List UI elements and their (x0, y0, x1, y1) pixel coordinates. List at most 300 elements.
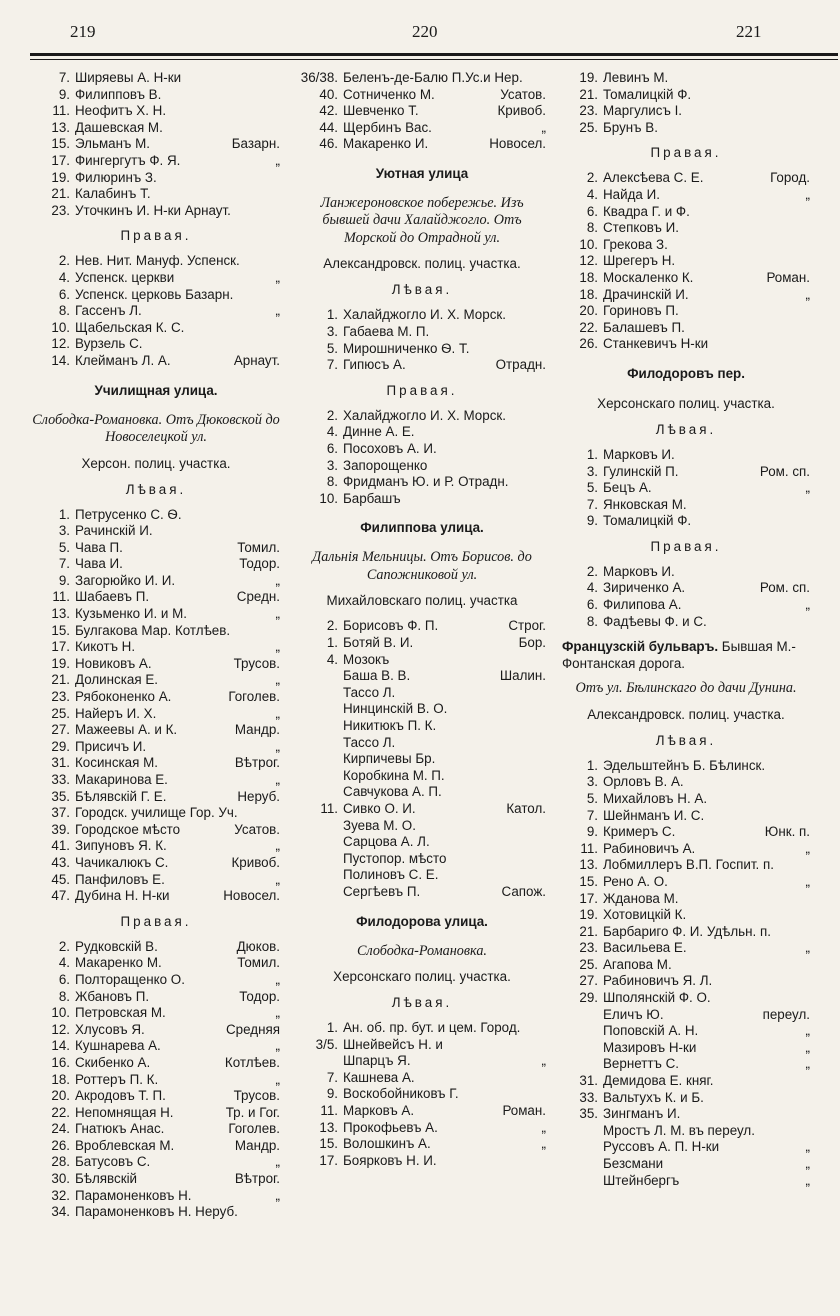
house-number: 21. (579, 86, 598, 102)
cross-street: „ (805, 873, 810, 889)
cross-street: „ (275, 1154, 280, 1170)
directory-entry (562, 973, 810, 990)
resident-name: Чачикалюкъ С. (75, 854, 169, 870)
directory-entry (32, 805, 280, 822)
directory-entry (298, 1103, 546, 1120)
cross-street: Строг. (508, 618, 546, 634)
resident-name: Парамоненковъ Н. (75, 1187, 192, 1203)
directory-entry (562, 480, 810, 497)
column-middle (298, 70, 546, 1169)
resident-name: Грекова З. (603, 236, 668, 252)
house-number: 10. (51, 319, 70, 335)
resident-name: Найеръ И. Х. (75, 705, 157, 721)
house-number: 17. (579, 890, 598, 906)
resident-name: Рябоконенко А. (75, 689, 172, 705)
directory-entry (32, 87, 280, 104)
directory-entry (298, 768, 546, 785)
house-number: 26. (51, 1137, 70, 1153)
house-number: 22. (51, 1104, 70, 1120)
cross-street: Тодор. (239, 988, 280, 1004)
directory-entry (562, 808, 810, 825)
resident-name: Никитюкъ П. К. (343, 717, 437, 733)
side-heading: Лѣвая. (125, 481, 187, 497)
resident-name: Бецъ А. (603, 480, 652, 496)
directory-entry (562, 1156, 810, 1173)
house-number: 17. (319, 1152, 338, 1168)
resident-name: Новиковъ А. (75, 655, 152, 671)
spacer (298, 960, 546, 968)
house-number: 30. (51, 1171, 70, 1187)
house-number: 2. (326, 618, 338, 634)
directory-entry (562, 580, 810, 597)
resident-name: Вроблевская М. (75, 1137, 175, 1153)
side-heading: Лѣвая. (391, 282, 453, 298)
cross-street: Катол. (506, 800, 546, 816)
resident-name: Борисовъ Ф. П. (343, 618, 439, 634)
directory-entry (32, 855, 280, 872)
spacer (298, 901, 546, 909)
directory-entry (298, 1153, 546, 1170)
house-number: 46. (319, 136, 338, 152)
resident-name: Бѣлявскій Г. Е. (75, 788, 167, 804)
resident-name: Панфиловъ Е. (75, 871, 165, 887)
house-number: 21. (579, 923, 598, 939)
spacer (298, 610, 546, 618)
resident-name: Шнейвейсъ Н. и (343, 1036, 443, 1052)
house-number: 25. (579, 956, 598, 972)
resident-name: Филипова А. (603, 597, 682, 613)
resident-name: Мажеевы А. и К. (75, 722, 178, 738)
resident-name: Петровская М. (75, 1005, 166, 1021)
house-number: 32. (51, 1187, 70, 1203)
directory-entry (32, 103, 280, 120)
directory-entry (32, 1038, 280, 1055)
cross-street: Юнк. п. (764, 824, 810, 840)
directory-entry (32, 939, 280, 956)
directory-entry (32, 303, 280, 320)
resident-name: Эльманъ М. (75, 136, 150, 152)
spacer (562, 750, 810, 758)
directory-entry (298, 1136, 546, 1153)
spacer (298, 507, 546, 515)
resident-name: Руссовъ А. П. Н-ки (603, 1139, 720, 1155)
resident-name: Маргулисъ І. (603, 103, 683, 119)
house-number: 9. (58, 572, 70, 588)
directory-entry (562, 758, 810, 775)
cross-street: Бор. (518, 635, 546, 650)
house-number: 39. (51, 821, 70, 837)
resident-name: Поповскій А. Н. (603, 1023, 699, 1039)
house-number: 21. (51, 186, 70, 202)
directory-entry (298, 357, 546, 374)
directory-entry (562, 1040, 810, 1057)
house-number: 23. (579, 103, 598, 119)
directory-entry (298, 801, 546, 818)
cross-street: „ (275, 772, 280, 787)
cross-street: Кривоб. (231, 854, 280, 870)
side-heading: Лѣвая. (655, 421, 717, 437)
spacer (298, 986, 546, 994)
resident-name: Сергѣевъ П. (343, 883, 421, 899)
page-number-center: 220 (412, 22, 438, 41)
resident-name: Батусовъ С. (75, 1154, 151, 1170)
precinct-label: Александровск. полиц. участка. (323, 256, 521, 272)
directory-entry (562, 1007, 810, 1024)
directory-entry (298, 735, 546, 752)
resident-name: Загорюйко И. И. (75, 572, 176, 588)
directory-entry (32, 270, 280, 287)
resident-name: Городское мѣсто (75, 821, 181, 837)
cross-street: „ (541, 1119, 546, 1135)
resident-name: Скибенко А. (75, 1054, 151, 1070)
directory-entry (32, 1171, 280, 1188)
house-number: 14. (51, 352, 70, 368)
side-heading: Лѣвая. (655, 732, 717, 748)
house-number: 10. (319, 490, 338, 506)
directory-entry (562, 857, 810, 874)
resident-name: Сотниченко М. (343, 86, 435, 102)
directory-entry (32, 822, 280, 839)
resident-name: Макаренко И. (343, 136, 429, 152)
cross-street: Средн. (236, 589, 280, 605)
house-number: 1. (586, 757, 598, 773)
cross-street: переул. (762, 1006, 810, 1022)
street-note: Бывшая М.-Фонтанская дорога. (562, 639, 796, 672)
directory-entry (32, 872, 280, 889)
directory-entry (298, 491, 546, 508)
resident-name: Зириченко А. (603, 580, 686, 596)
directory-entry (298, 424, 546, 441)
resident-name: Штейнбергъ (603, 1172, 680, 1188)
directory-entry (562, 303, 810, 320)
resident-name: Тассо Л. (343, 684, 396, 700)
directory-entry (298, 751, 546, 768)
spacer (562, 162, 810, 170)
house-number: 5. (586, 790, 598, 806)
house-number: 29. (51, 738, 70, 754)
house-number: 17. (51, 152, 70, 168)
resident-name: Бѣлявскій (75, 1171, 138, 1187)
spacer (562, 724, 810, 732)
house-number: 19. (579, 70, 598, 85)
directory-entry (32, 1105, 280, 1122)
directory-entry (562, 120, 810, 137)
resident-name: Гнатюкъ Анас. (75, 1121, 165, 1137)
resident-name: Янковская М. (603, 496, 687, 512)
house-number: 10. (51, 1005, 70, 1021)
resident-name: Томалицкій Ф. (603, 86, 692, 102)
resident-name: Зуева М. О. (343, 817, 416, 833)
directory-entry (32, 287, 280, 304)
resident-name: Шевченко Т. (343, 103, 419, 119)
cross-street: Усатов. (500, 86, 546, 102)
house-number: 17. (51, 639, 70, 655)
spacer (32, 905, 280, 913)
directory-entry (298, 834, 546, 851)
house-number: 40. (319, 86, 338, 102)
house-number: 15. (51, 622, 70, 638)
resident-name: Калабинъ Т. (75, 186, 151, 202)
cross-street: Базарн. (231, 136, 280, 152)
house-number: 15. (51, 136, 70, 152)
directory-entry (562, 791, 810, 808)
directory-entry (298, 458, 546, 475)
house-number: 25. (51, 705, 70, 721)
house-number: 26. (579, 336, 598, 352)
resident-name: Шполянскій Ф. О. (603, 990, 711, 1006)
resident-name: Марковъ А. (343, 1102, 415, 1118)
resident-name: Филюринъ З. (75, 169, 157, 185)
cross-street: „ (275, 871, 280, 887)
cross-street: „ (805, 597, 810, 613)
street-heading (562, 638, 810, 672)
directory-entry (32, 672, 280, 689)
cross-street: „ (541, 1053, 546, 1069)
directory-entry (32, 1204, 280, 1221)
house-number: 3. (586, 774, 598, 790)
cross-street: Ром. сп. (759, 463, 810, 479)
side-heading: Лѣвая. (391, 995, 453, 1010)
house-number: 23. (51, 689, 70, 705)
precinct-label: Херсонскаго полиц. участка. (597, 395, 775, 411)
side-heading: Правая. (650, 538, 722, 554)
directory-entry (32, 772, 280, 789)
directory-entry (562, 187, 810, 204)
resident-name: Чава И. (75, 556, 123, 572)
spacer (298, 935, 546, 943)
directory-entry (32, 755, 280, 772)
cross-street: „ (805, 186, 810, 202)
directory-entry (298, 867, 546, 884)
resident-name: Хлусовъ Я. (75, 1021, 145, 1037)
cross-street: Кривоб. (497, 103, 546, 119)
house-number: 12. (51, 1021, 70, 1037)
resident-name: Воскобойниковъ Г. (343, 1086, 459, 1102)
cross-street: Гоголев. (228, 1121, 280, 1137)
resident-name: Марковъ И. (603, 446, 675, 462)
house-number: 11. (52, 103, 70, 119)
house-number: 16. (51, 1054, 70, 1070)
directory-entry (562, 824, 810, 841)
directory-entry (32, 888, 280, 905)
house-number: 18. (579, 269, 598, 285)
side-heading: Правая. (650, 145, 722, 161)
house-number: 1. (58, 506, 70, 522)
street-name: Французскій бульваръ. (562, 639, 719, 655)
directory-entry (562, 990, 810, 1007)
resident-name: Уточкинъ И. Н-ки Арнаут. (75, 202, 231, 218)
resident-name: Успенск. церковь Базарн. (75, 286, 234, 302)
directory-entry (32, 1022, 280, 1039)
cross-street: Тодор. (239, 556, 280, 572)
directory-entry (562, 447, 810, 464)
spacer (298, 247, 546, 255)
cross-street: „ (805, 286, 810, 302)
house-number: 8. (58, 988, 70, 1004)
resident-name: Коробкина М. П. (343, 767, 445, 783)
house-number: 2. (586, 563, 598, 579)
house-number: 2. (586, 170, 598, 186)
house-number: 12. (51, 336, 70, 352)
directory-entry (562, 170, 810, 187)
house-number: 6. (326, 441, 338, 457)
house-number: 35. (51, 788, 70, 804)
resident-name: Полиновъ С. Е. (343, 867, 439, 883)
house-number: 2. (58, 253, 70, 269)
resident-name: Ширяевы А. Н-ки (75, 70, 182, 85)
house-number: 7. (58, 556, 70, 572)
directory-entry (562, 287, 810, 304)
resident-name: Щабельская К. С. (75, 319, 185, 335)
house-number: 25. (579, 119, 598, 135)
resident-name: Вурзель С. (75, 336, 143, 352)
cross-street: Ром. сп. (759, 580, 810, 596)
resident-name: Пустопор. мѣсто (343, 850, 447, 866)
directory-entry (562, 940, 810, 957)
cross-street: Томил. (237, 955, 280, 971)
resident-name: Беленъ-де-Балю П.Ус.и Нер. (343, 70, 523, 85)
directory-entry (32, 573, 280, 590)
street-heading: Филодоровъ пер. (627, 365, 745, 381)
directory-entry (562, 253, 810, 270)
resident-name: Парамоненковъ Н. Неруб. (75, 1204, 238, 1220)
spacer (298, 541, 546, 549)
directory-entry (298, 1086, 546, 1103)
house-number: 6. (58, 286, 70, 302)
spacer (298, 374, 546, 382)
resident-name: Неофитъ Х. Н. (75, 103, 167, 119)
cross-street: Сапож. (501, 883, 546, 899)
directory-entry (32, 120, 280, 137)
resident-name: Демидова Е. княг. (603, 1073, 714, 1089)
directory-entry (32, 203, 280, 220)
resident-name: Городск. училище Гор. Уч. (75, 805, 238, 821)
spacer (298, 153, 546, 161)
resident-name: Брунъ В. (603, 119, 658, 135)
cross-street: „ (805, 1139, 810, 1155)
cross-street: „ (805, 1156, 810, 1171)
house-number: 7. (586, 496, 598, 512)
resident-name: Долинская Е. (75, 672, 158, 688)
directory-entry (298, 618, 546, 635)
house-number: 47. (51, 888, 70, 904)
cross-street: „ (805, 940, 810, 956)
directory-entry (562, 841, 810, 858)
cross-street: „ (275, 572, 280, 588)
house-number: 3. (586, 463, 598, 479)
house-number: 9. (586, 513, 598, 529)
resident-name: Сивко О. И. (343, 800, 416, 816)
cross-street: Арнаут. (233, 352, 280, 368)
house-number: 3. (326, 324, 338, 340)
house-number: 7. (58, 70, 70, 85)
directory-entry (562, 1090, 810, 1107)
house-number: 19. (51, 655, 70, 671)
resident-name: Мирошниченко Ѳ. Т. (343, 340, 470, 356)
directory-entry (32, 706, 280, 723)
resident-name: Булгакова Мар. Котлѣев. (75, 622, 231, 638)
directory-entry (32, 623, 280, 640)
directory-entry (562, 614, 810, 631)
page-number-left: 219 (70, 22, 96, 41)
resident-name: Успенск. церкви (75, 269, 175, 285)
directory-entry (562, 957, 810, 974)
resident-name: Барбариго Ф. И. Удѣльн. п. (603, 923, 771, 939)
cross-street: „ (805, 1023, 810, 1039)
resident-name: Кушнарева А. (75, 1038, 161, 1054)
house-number: 23. (51, 202, 70, 218)
resident-name: Гулинскій П. (603, 463, 679, 479)
house-number: 8. (586, 220, 598, 236)
resident-name: Лобмиллеръ В.П. Госпит. п. (603, 857, 774, 873)
house-number: 4. (586, 186, 598, 202)
directory-entry (562, 1173, 810, 1190)
directory-entry (298, 652, 546, 669)
directory-entry (32, 739, 280, 756)
spacer (32, 447, 280, 455)
house-number: 21. (51, 672, 70, 688)
spacer (562, 530, 810, 538)
spacer (32, 219, 280, 227)
spacer (562, 439, 810, 447)
directory-entry (298, 635, 546, 652)
house-number: 24. (51, 1121, 70, 1137)
resident-name: Гассенъ Л. (75, 303, 142, 319)
house-number: 11. (320, 800, 338, 816)
house-number: 9. (586, 824, 598, 840)
resident-name: Петрусенко С. Ѳ. (75, 506, 182, 522)
resident-name: Вальтухъ К. и Б. (603, 1089, 704, 1105)
house-number: 7. (586, 807, 598, 823)
house-number: 2. (58, 938, 70, 954)
street-heading: Филодорова улица. (356, 913, 488, 929)
resident-name: Томалицкій Ф. (603, 513, 692, 529)
resident-name: Марковъ И. (603, 563, 675, 579)
house-number: 3. (58, 523, 70, 539)
resident-name: Чава П. (75, 539, 123, 555)
resident-name: Халайджогло И. Х. Морск. (343, 407, 506, 423)
directory-entry (562, 1073, 810, 1090)
cross-street: „ (275, 838, 280, 854)
house-number: 1. (586, 446, 598, 462)
directory-entry (298, 884, 546, 901)
street-heading: Уютная улица (375, 165, 469, 181)
house-number: 36/38. (300, 70, 338, 85)
directory-entry (298, 87, 546, 104)
cross-street: Новосел. (223, 888, 280, 904)
cross-street: „ (805, 1056, 810, 1072)
house-number: 14. (51, 1038, 70, 1054)
directory-entry (298, 408, 546, 425)
directory-entry (32, 1138, 280, 1155)
directory-entry (32, 153, 280, 170)
cross-street: Трусов. (233, 1088, 280, 1104)
directory-entry (32, 1072, 280, 1089)
directory-entry (562, 907, 810, 924)
directory-entry (298, 784, 546, 801)
house-number: 33. (51, 772, 70, 787)
house-number: 13. (579, 857, 598, 873)
cross-street: „ (275, 152, 280, 168)
directory-entry (32, 972, 280, 989)
resident-name: Кирпичевы Бр. (343, 751, 436, 767)
directory-entry (32, 523, 280, 540)
street-description: Дальнія Мельницы. Отъ Борисов. до Сапожниковой ул. (312, 549, 532, 583)
directory-entry (32, 186, 280, 203)
directory-entry (32, 789, 280, 806)
street-description: Слободка-Романовка. Отъ Дюковской до Новоселецкой ул. (32, 411, 280, 445)
directory-entry (32, 989, 280, 1006)
